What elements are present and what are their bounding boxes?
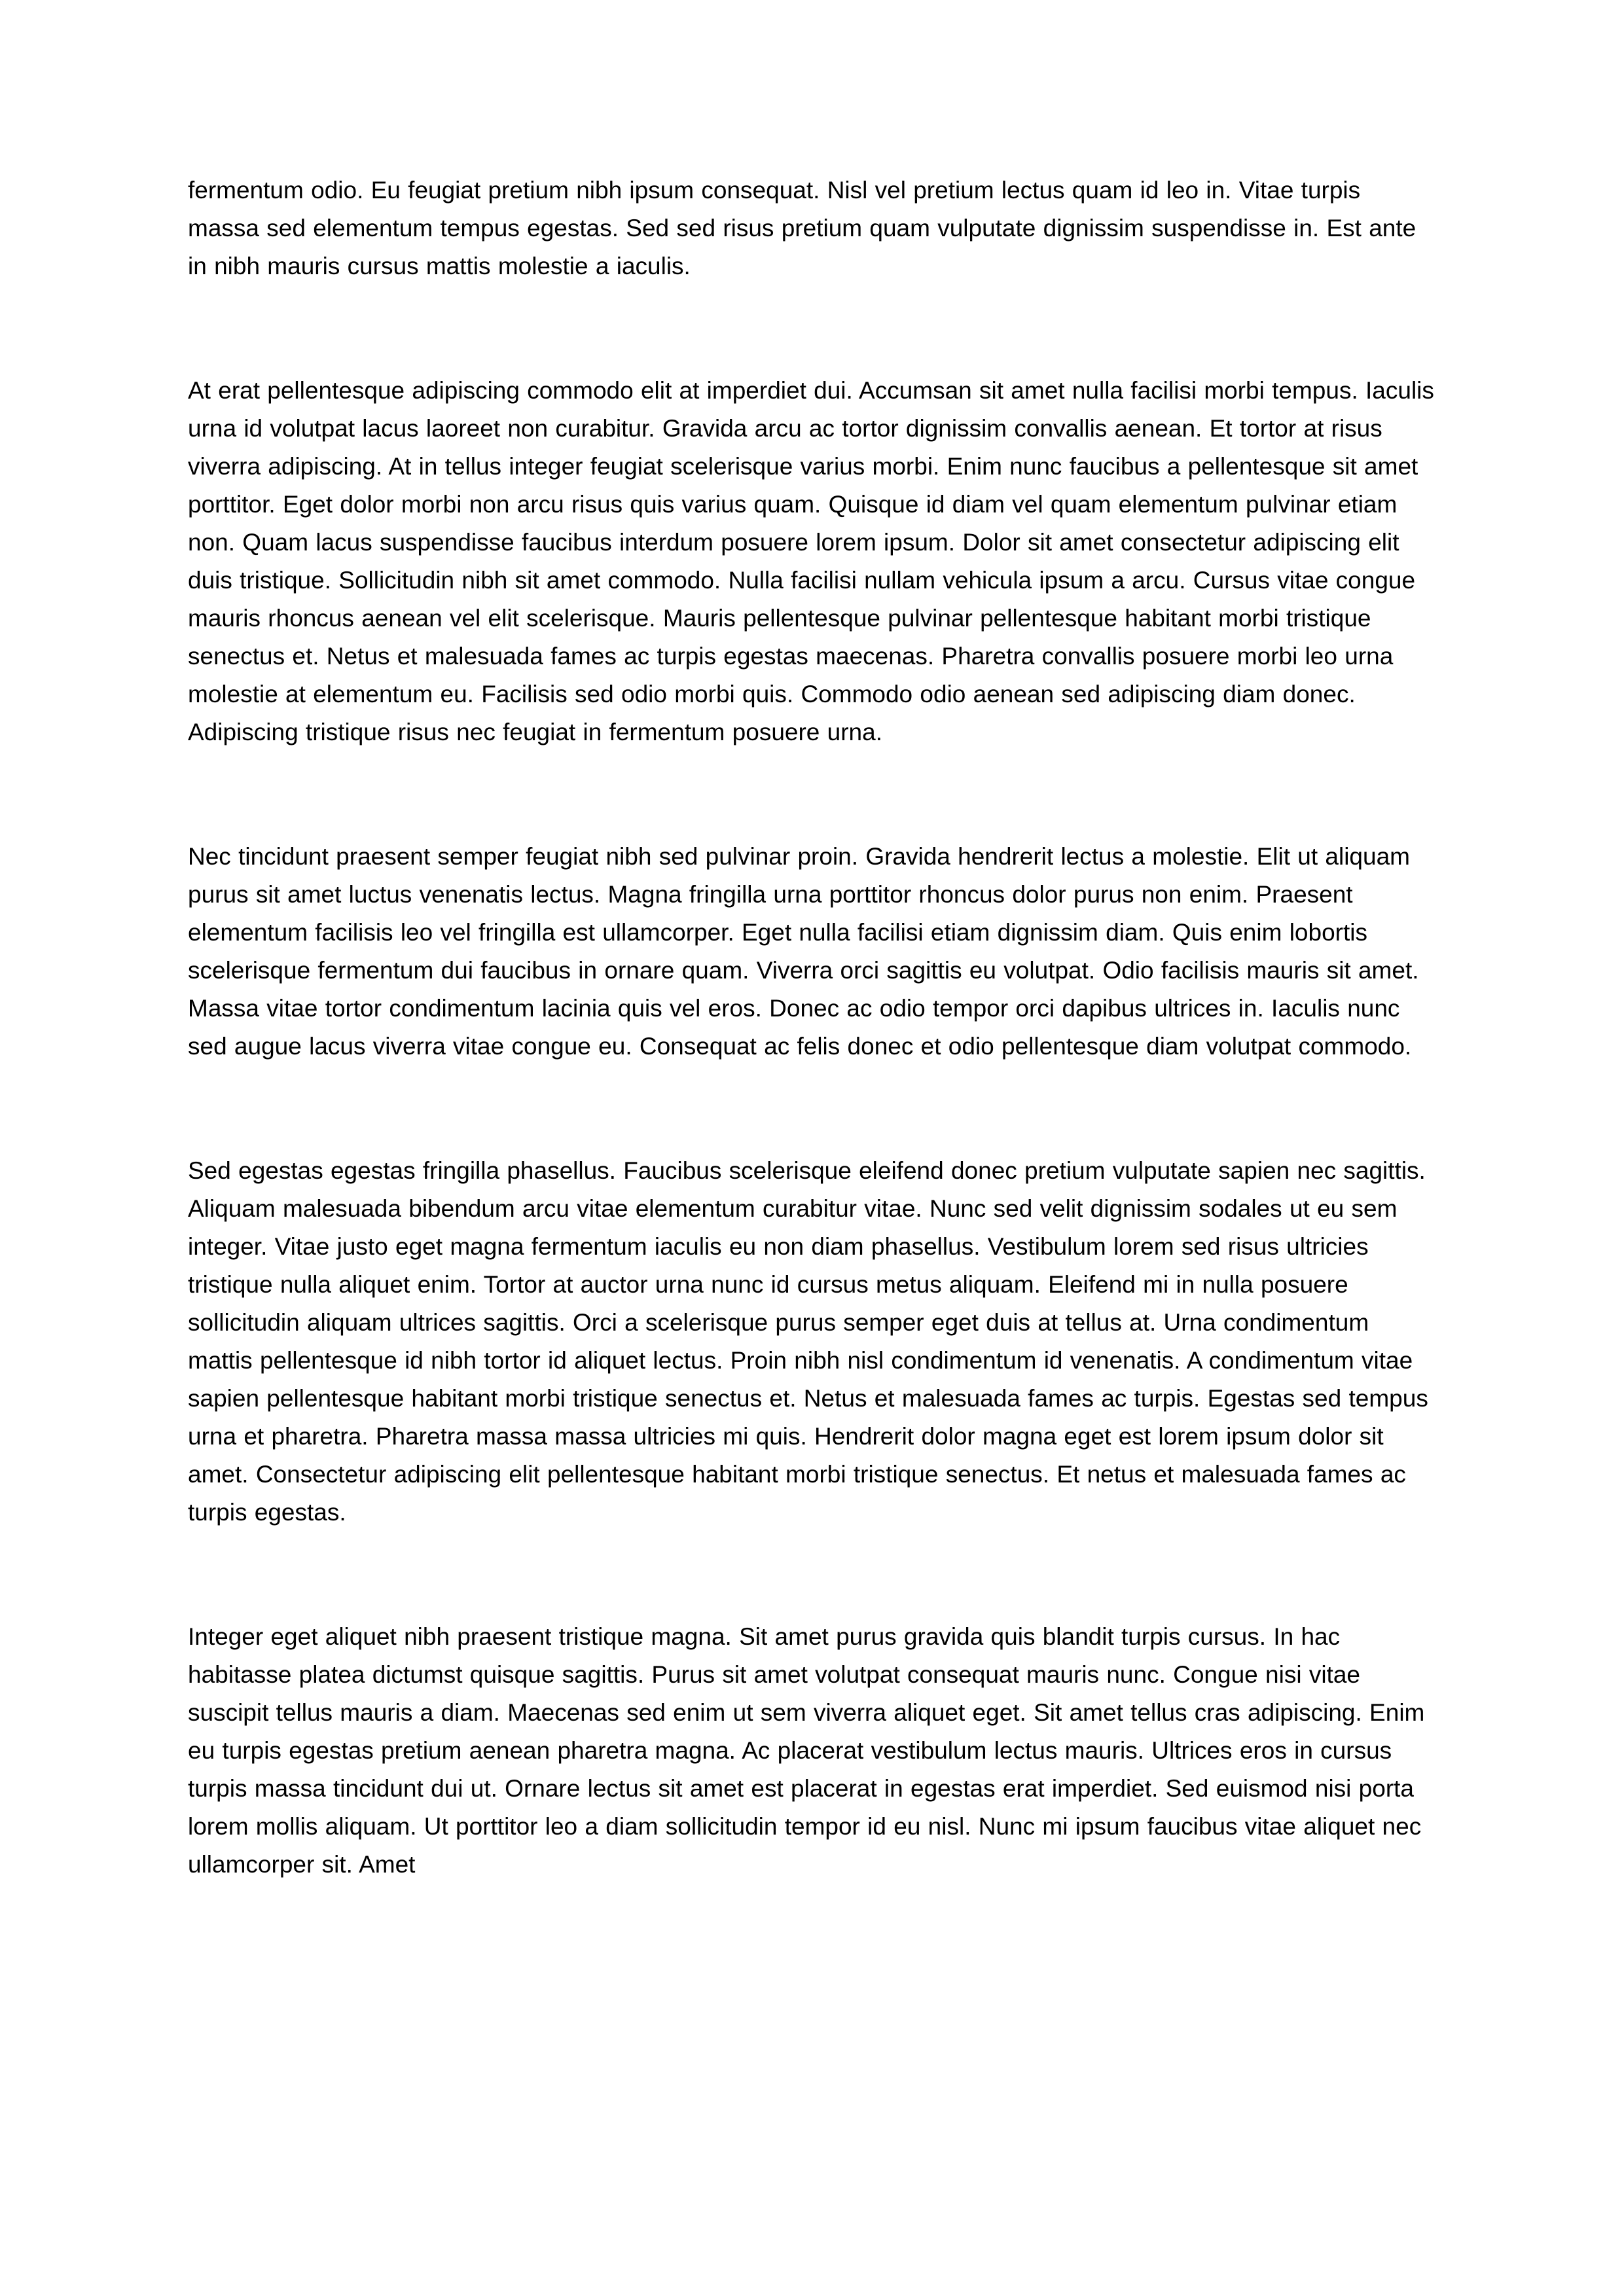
paragraph: Nec tincidunt praesent semper feugiat nibh sed pulvinar proin. Gravida hendrerit lectus a molestie. Elit ut aliquam purus sit amet luctus venenatis lectus. Magna fringilla urna porttitor rhoncus dolor purus non enim. Praesent elementum facilisis leo vel fringilla est ullamcorper. Eget nulla facilisi etiam dignissim diam. Quis enim lobortis scelerisque fermentum dui faucibus in ornare quam. Viverra orci sagittis eu volutpat. Odio facilisis mauris sit amet. Massa vitae tortor condimentum lacinia quis vel eros. Donec ac odio tempor orci dapibus ultrices in. Iaculis nunc sed augue lacus viverra vitae congue eu. Consequat ac felis donec et odio pellentesque diam volutpat commodo. xyxy=(188,843,1419,1060)
paragraph: fermentum odio. Eu feugiat pretium nibh ipsum consequat. Nisl vel pretium lectus quam id leo in. Vitae turpis massa sed elementum tempus egestas. Sed sed risus pretium quam vulputate dignissim suspendisse in. Est ante in nibh mauris cursus mattis molestie a iaculis. xyxy=(188,177,1416,279)
paragraph: Integer eget aliquet nibh praesent tristique magna. Sit amet purus gravida quis blandit turpis cursus. In hac habitasse platea dictumst quisque sagittis. Purus sit amet volutpat consequat mauris nunc. Congue nisi vitae suscipit tellus mauris a diam. Maecenas sed enim ut sem viverra aliquet eget. Sit amet tellus cras adipiscing. Enim eu turpis egestas pretium aenean pharetra magna. Ac placerat vestibulum lectus mauris. Ultrices eros in cursus turpis massa tincidunt dui ut. Ornare lectus sit amet est placerat in egestas erat imperdiet. Sed euismod nisi porta lorem mollis aliquam. Ut porttitor leo a diam sollicitudin tempor id eu nisl. Nunc mi ipsum faucibus vitae aliquet nec ullamcorper sit. Amet xyxy=(188,1623,1425,1878)
paragraph: Sed egestas egestas fringilla phasellus. Faucibus scelerisque eleifend donec pretium vulputate sapien nec sagittis. Aliquam malesuada bibendum arcu vitae elementum curabitur vitae. Nunc sed velit dignissim sodales ut eu sem integer. Vitae justo eget magna fermentum iaculis eu non diam phasellus. Vestibulum lorem sed risus ultricies tristique nulla aliquet enim. Tortor at auctor urna nunc id cursus metus aliquam. Eleifend mi in nulla posuere sollicitudin aliquam ultrices sagittis. Orci a scelerisque purus semper eget duis at tellus at. Urna condimentum mattis pellentesque id nibh tortor id aliquet lectus. Proin nibh nisl condimentum id venenatis. A condimentum vitae sapien pellentesque habitant morbi tristique senectus et. Netus et malesuada fames ac turpis. Egestas sed tempus urna et pharetra. Pharetra massa massa ultricies mi quis. Hendrerit dolor magna eget est lorem ipsum dolor sit amet. Consectetur adipiscing elit pellentesque habitant morbi tristique senectus. Et netus et malesuada fames ac turpis egestas. xyxy=(188,1157,1428,1526)
paragraph: At erat pellentesque adipiscing commodo elit at imperdiet dui. Accumsan sit amet nulla facilisi morbi tempus. Iaculis urna id volutpat lacus laoreet non curabitur. Gravida arcu ac tortor dignissim convallis aenean. Et tortor at risus viverra adipiscing. At in tellus integer feugiat scelerisque varius morbi. Enim nunc faucibus a pellentesque sit amet porttitor. Eget dolor morbi non arcu risus quis varius quam. Quisque id diam vel quam elementum pulvinar etiam non. Quam lacus suspendisse faucibus interdum posuere lorem ipsum. Dolor sit amet consectetur adipiscing elit duis tristique. Sollicitudin nibh sit amet commodo. Nulla facilisi nullam vehicula ipsum a arcu. Cursus vitae congue mauris rhoncus aenean vel elit scelerisque. Mauris pellentesque pulvinar pellentesque habitant morbi tristique senectus et. Netus et malesuada fames ac turpis egestas maecenas. Pharetra convallis posuere morbi leo urna molestie at elementum eu. Facilisis sed odio morbi quis. Commodo odio aenean sed adipiscing diam donec. Adipiscing tristique risus nec feugiat in fermentum posuere urna. xyxy=(188,377,1434,745)
paragraph-container xyxy=(188,171,1435,1970)
